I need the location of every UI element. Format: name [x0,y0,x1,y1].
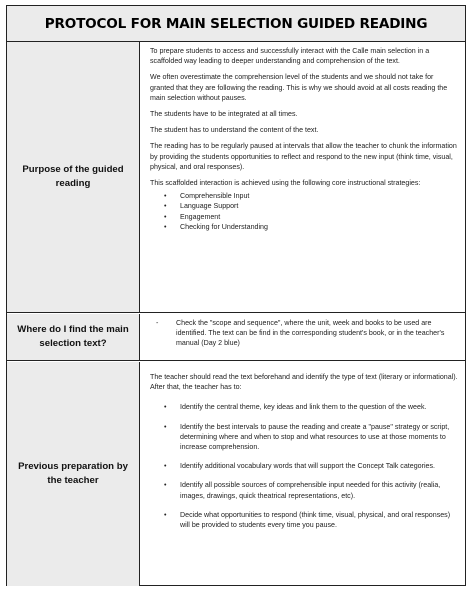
list-item: • Identify all possible sources of comprehensible input needed for this activity (realia, images, drawings, quick theatrical representations, etc). [150,480,459,500]
strategies-list [150,191,459,232]
where-row [7,314,465,361]
paragraph: This scaffolded interaction is achieved using the following core instructional strategies: [150,179,421,188]
list-item: • Identify additional vocabulary words that will support the Concept Talk categories. [150,461,459,471]
list-item: • Engagement [150,212,459,222]
protocol-document [6,5,466,586]
prep-label: Previous preparation by the teacher [7,362,140,586]
paragraph: The students have to be integrated at all times. [150,110,298,119]
prep-intro: The teacher should read the text beforehand and identify the type of text (literary or informational). After that, the teacher has to: [150,373,458,392]
paragraph: To prepare students to access and successfully interact with the Calle main selection in a scaffolded way leading to deeper understanding and comprehension of the text. [150,47,430,66]
purpose-label: Purpose of the guided reading [7,42,140,312]
paragraph: The reading has to be regularly paused at intervals that allow the teacher to chunk the information by providing the students opportunities to reflect and respond to the new input (think time, visual, physical, and oral responses). [150,142,457,171]
where-label: Where do I find the main selection text? [7,314,140,360]
where-content [140,314,465,360]
prep-list [150,402,459,530]
paragraph: We often overestimate the comprehension level of the students and we should not take for granted that they are following the reading. This is why we should avoid at all costs reading the main selection without pauses. [150,73,448,102]
list-item: • Checking for Understanding [150,222,459,232]
prep-row [7,362,465,586]
paragraph: The student has to understand the content of the text. [150,126,319,135]
document-title: PROTOCOL FOR MAIN SELECTION GUIDED READING [7,6,465,42]
prep-content [140,362,465,586]
list-item: • Language Support [150,201,459,211]
list-item: • Identify the central theme, key ideas and link them to the question of the week. [150,402,459,412]
where-text: - Check the "scope and sequence", where the unit, week and books to be used are identified. The text can be find in the corresponding student's book, or in the teacher's manual (Day 2 blue) [150,318,459,349]
list-item: • Comprehensible Input [150,191,459,201]
purpose-row [7,42,465,313]
list-item: • Decide what opportunities to respond (think time, visual, physical, and oral responses) will be provided to students every time you pause. [150,510,459,530]
list-item: • Identify the best intervals to pause the reading and create a "pause" strategy or script, determining where and when to stop and what resources to use at those moments to increase comprehension. [150,422,459,453]
purpose-content [140,42,465,312]
